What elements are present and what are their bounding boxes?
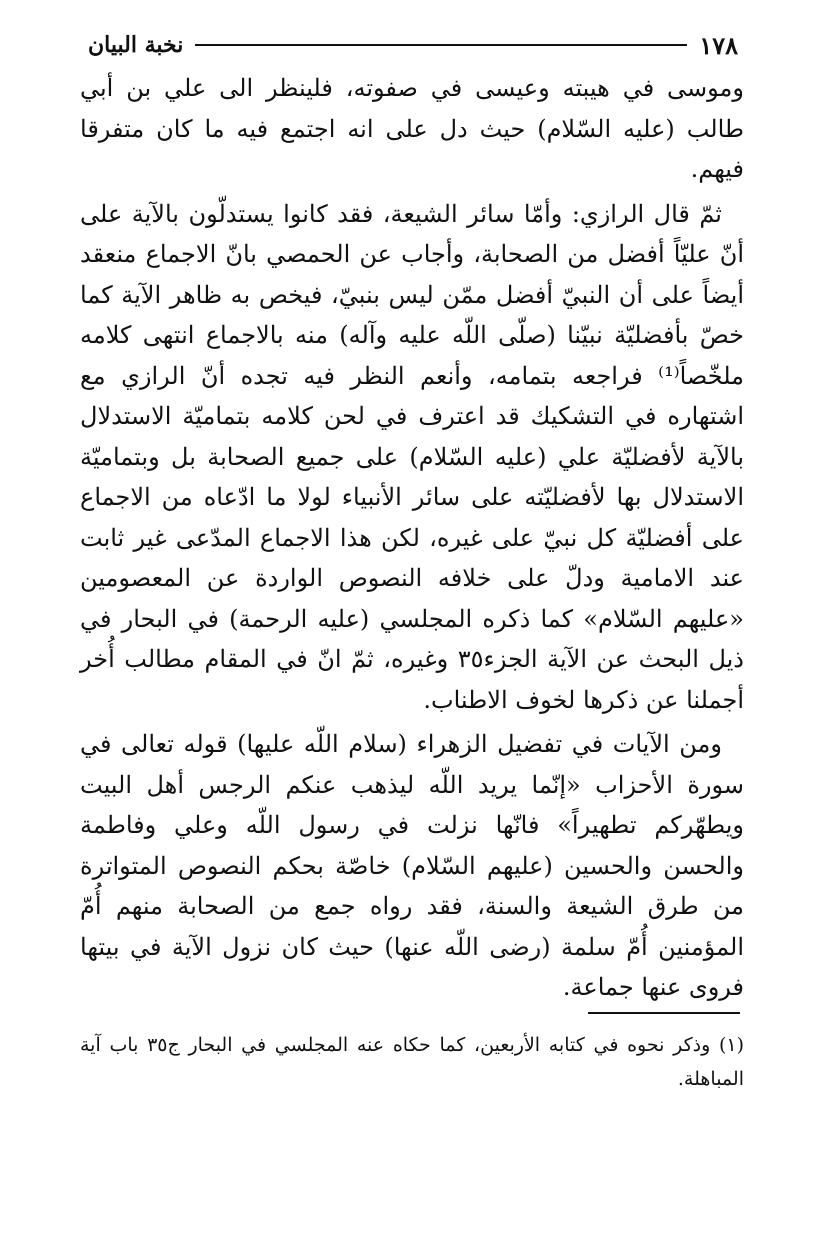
footnote-divider bbox=[588, 1012, 740, 1014]
page-number: ١٧٨ bbox=[699, 30, 738, 60]
book-title: نخبة البيان bbox=[88, 32, 184, 58]
page-header bbox=[88, 28, 738, 62]
body-text bbox=[80, 68, 744, 1008]
paragraph: ومن الآيات في تفضيل الزهراء (سلام اللّه عليها) قوله تعالى في سورة الأحزاب «إنّما يريد اللّه ليذهب عنكم الرجس أهل البيت ويطهّركم تطهيراً» فانّها نزلت في رسول اللّه وعلي وفاطمة والحسن والحسين (عليهم السّلام) خاصّة بحكم النصوص المتواترة من طرق الشيعة والسنة، فقد رواه جمع من الصحابة منهم أُمّ المؤمنين أُمّ سلمة (رضى اللّه عنها) حيث كان نزول الآية في بيتها فروى عنها جماعة. bbox=[80, 730, 744, 1001]
footnote: (١) وذكر نحوه في كتابه الأربعين، كما حكاه عنه المجلسي في البحار ج٣٥ باب آية المباهلة. bbox=[80, 1034, 744, 1090]
paragraph: ثمّ قال الرازي: وأمّا سائر الشيعة، فقد كانوا يستدلّون بالآية على أنّ عليّاً أفضل من الصحابة، وأجاب عن الحمصي بانّ الاجماع منعقد أيضاً على أن النبيّ أفضل ممّن ليس بنبيّ، فيخص به ظاهر الآية كما خصّ بأفضليّة نبيّنا (صلّى اللّه عليه وآله) منه بالاجماع انتهى كلامه ملخّصاً⁽¹⁾ فراجعه بتمامه، وأنعم النظر فيه تجده أنّ الرازي مع اشتهاره في التشكيك قد اعترف في لحن كلامه بتماميّة الاستدلال بالآية لأفضليّة علي (عليه السّلام) على جميع الصحابة بل وبتماميّة الاستدلال بها لأفضليّته على سائر الأنبياء لولا ما ادّعاه من الاجماع على أفضليّة كل نبيّ على غيره، لكن هذا الاجماع المدّعى غير ثابت عند الامامية ودلّ على خلافه النصوص الواردة عن المعصومين «عليهم السّلام» كما ذكره المجلسي (عليه الرحمة) في البحار في ذيل البحث عن الآية الجزء٣٥ وغيره، ثمّ انّ في المقام مطالب أُخر أجملنا عن ذكرها لخوف الاطناب. bbox=[80, 199, 745, 714]
paragraph: وموسى في هيبته وعيسى في صفوته، فلينظر الى علي بن أبي طالب (عليه السّلام) حيث دل على انه اجتمع فيه ما كان متفرقا فيهم. bbox=[80, 74, 744, 183]
header-rule bbox=[195, 44, 687, 46]
footnotes bbox=[80, 1028, 744, 1096]
